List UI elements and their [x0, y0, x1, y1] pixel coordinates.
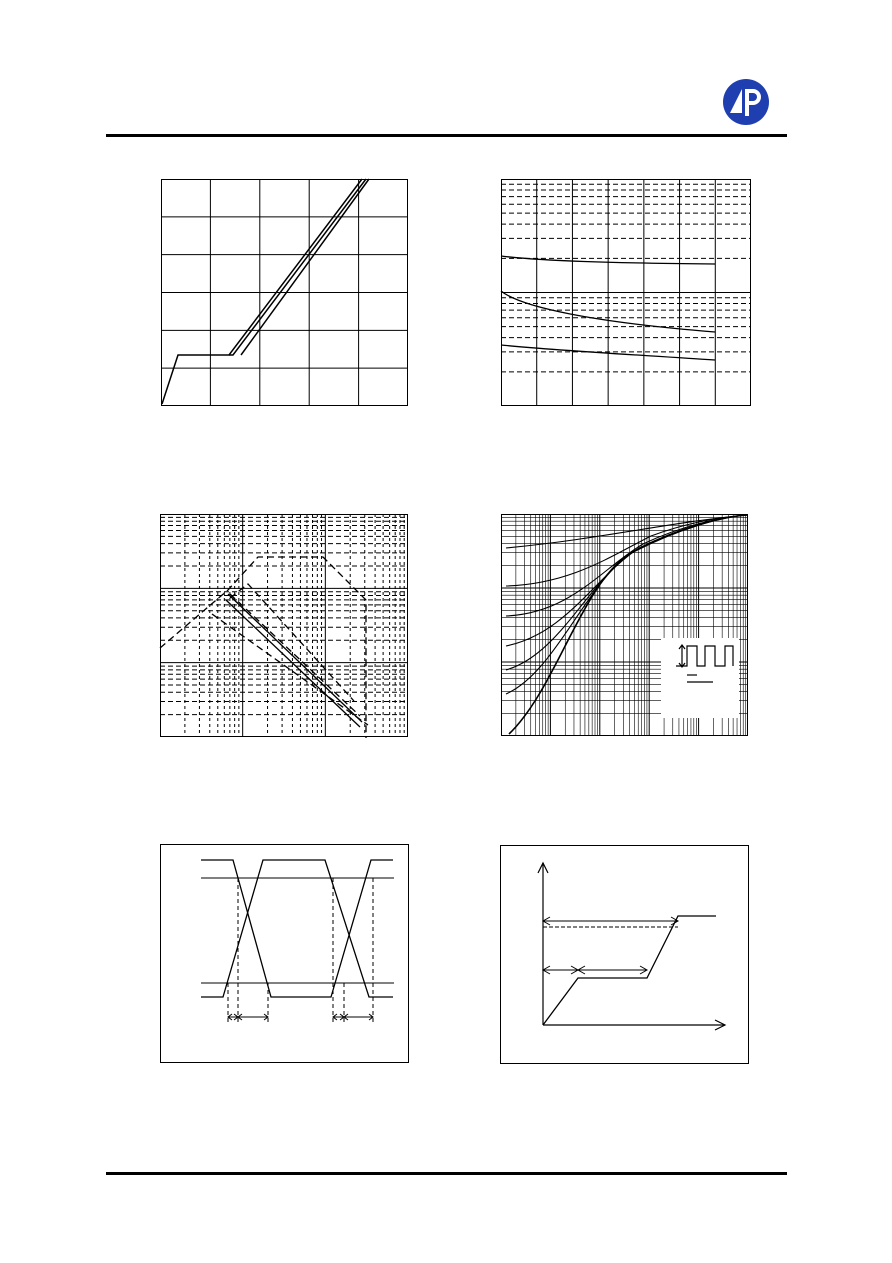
header-rule	[106, 134, 787, 137]
soa-limit-pulse	[226, 600, 360, 727]
ap-logo-icon	[722, 78, 770, 126]
timing-markers	[228, 878, 373, 1024]
duty-cycle-curve	[506, 515, 747, 646]
plot-frame	[161, 845, 409, 1063]
gate-charge-curve	[162, 179, 362, 404]
plot-frame	[501, 846, 749, 1064]
charge-interval-arrows	[543, 917, 678, 974]
soa-limit-pulse	[228, 594, 362, 722]
vgs-waveform	[201, 860, 393, 997]
timing-arrows	[228, 1014, 373, 1020]
plot-frame	[161, 515, 408, 737]
axis-arrows	[538, 863, 725, 1030]
switching-waveform-figure	[160, 844, 409, 1063]
soa-limit-dc	[160, 557, 366, 738]
footer-rule	[106, 1172, 787, 1175]
thermal-impedance-figure	[501, 514, 748, 736]
pulse-inset-box	[661, 638, 739, 718]
soa-limit-pulse	[230, 594, 360, 716]
gate-charge-figure	[161, 179, 408, 406]
vds-waveform	[201, 860, 393, 997]
gate-charge-waveform-figure	[500, 845, 749, 1064]
safe-operating-area-figure	[160, 514, 408, 737]
capacitance-figure	[501, 179, 751, 406]
